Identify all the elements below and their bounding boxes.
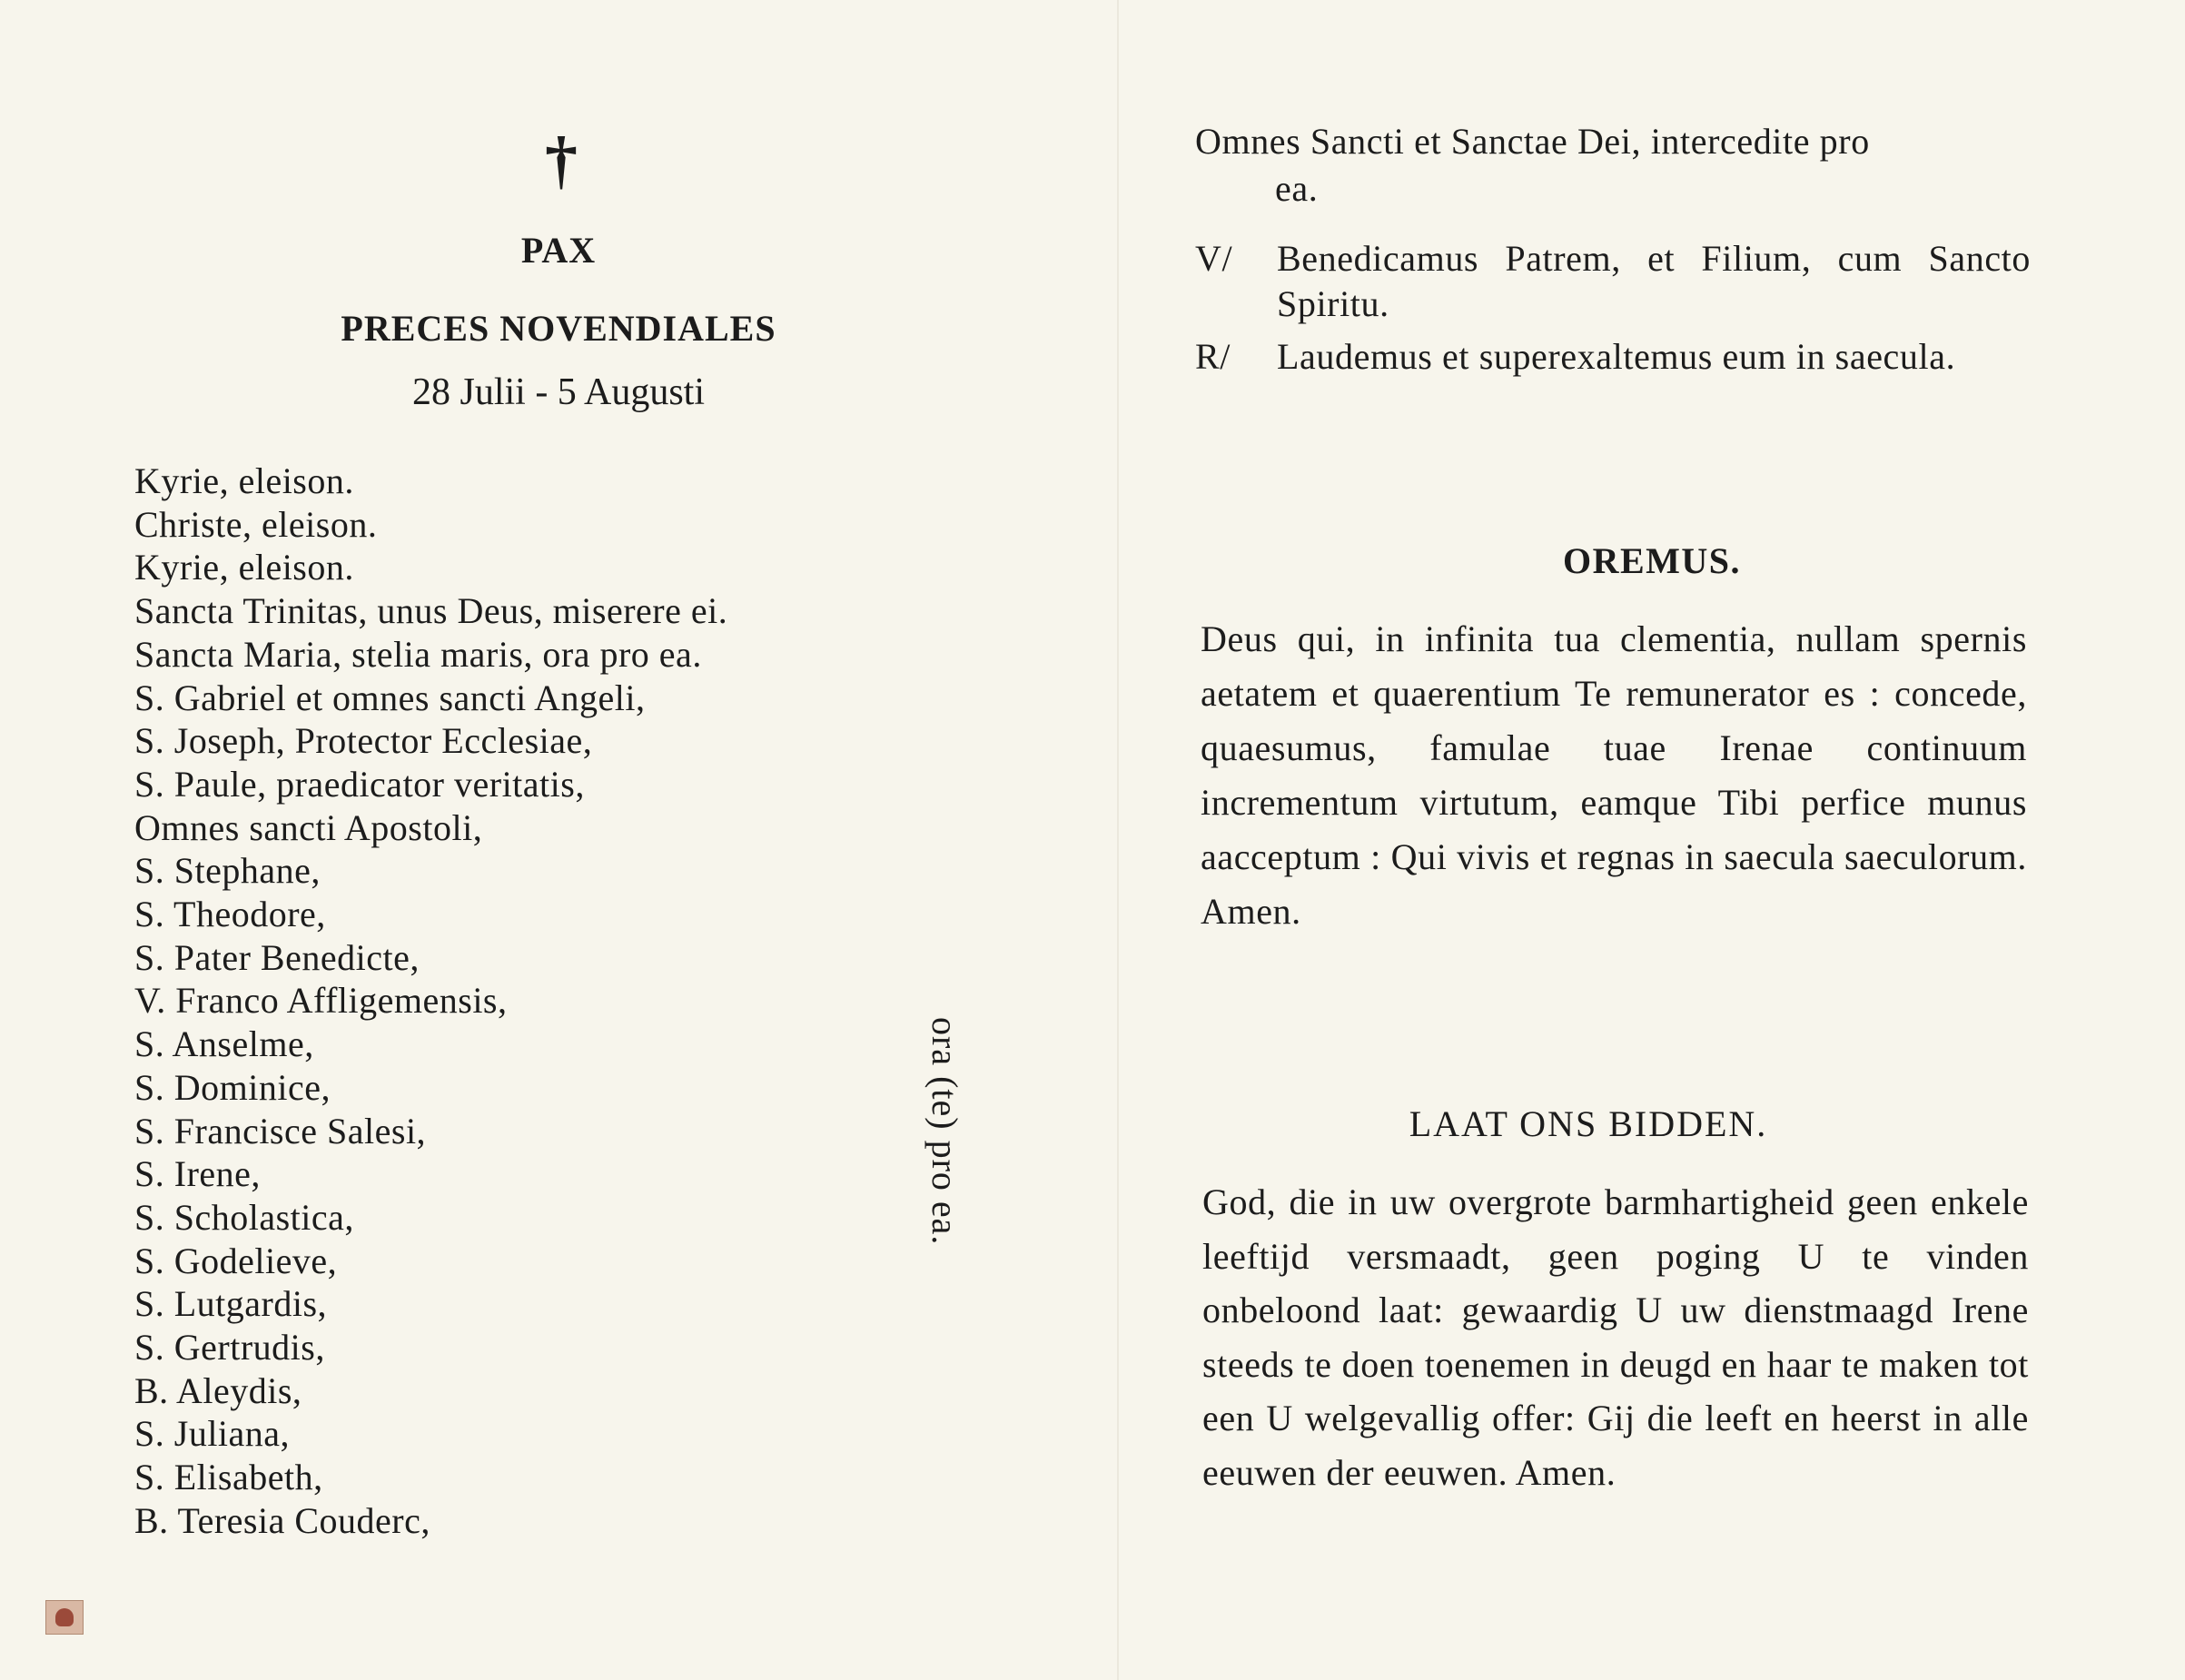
versicle-text: Benedicamus Patrem, et Filium, cum Sancto Spiritu. <box>1277 238 2031 324</box>
litany-line: S. Joseph, Protector Ecclesiae, <box>134 720 593 762</box>
intercede-paragraph <box>1195 118 2031 212</box>
oremus-prayer: Deus qui, in infinita tua clementia, nullam spernis aetatem et quaerentium Te remunerator es : concede, quaesumus, famulae tuae Irenae continuum incrementum virtutum, eamque Tibi perfice munus aacceptum : Qui vivis et regnas in saecula saeculorum. Amen. <box>1201 618 2027 932</box>
dates-line: 28 Julii - 5 Augusti <box>411 371 706 413</box>
litany-line: S. Pater Benedicte, <box>134 936 420 978</box>
litany-line: B. Aleydis, <box>134 1369 302 1411</box>
litany-line: S. Gertrudis, <box>134 1327 325 1369</box>
versicle <box>1195 236 2031 327</box>
litany-line: S. Theodore, <box>134 894 326 935</box>
response-mark: R/ <box>1195 336 1231 377</box>
litany-list <box>134 460 727 1543</box>
litany-line: S. Lutgardis, <box>134 1283 328 1325</box>
pax-heading: PAX <box>520 230 597 271</box>
litany-line: S. Stephane, <box>134 850 321 892</box>
litany-line: Christe, eleison. <box>134 503 378 545</box>
litany-line: Sancta Maria, stelia maris, ora pro ea. <box>134 633 702 675</box>
litany-line: S. Juliana, <box>134 1413 291 1455</box>
litany-line: S. Gabriel et omnes sancti Angeli, <box>134 677 646 718</box>
stamp-icon <box>45 1600 84 1635</box>
litany-line: Kyrie, eleison. <box>134 547 354 588</box>
litany-line: Sancta Trinitas, unus Deus, miserere ei. <box>134 590 728 632</box>
litany-line: S. Dominice, <box>134 1066 331 1108</box>
response <box>1195 334 2031 380</box>
litany-line: Omnes sancti Apostoli, <box>134 806 483 848</box>
litany-line: S. Godelieve, <box>134 1240 338 1281</box>
litany-line: V. Franco Affligemensis, <box>134 980 508 1022</box>
response-text: Laudemus et superexaltemus eum in saecula. <box>1277 336 1956 377</box>
litany-line: S. Scholastica, <box>134 1196 354 1238</box>
litany-line: B. Teresia Couderc, <box>134 1499 430 1541</box>
intercede-line-continued: ea. <box>1275 168 1319 209</box>
bidden-heading: LAAT ONS BIDDEN. <box>1409 1103 1768 1144</box>
litany-response: ora (te) pro ea. <box>924 1017 965 1246</box>
litany-line: S. Anselme, <box>134 1023 314 1065</box>
litany-line: S. Francisce Salesi, <box>134 1110 427 1151</box>
litany-line: S. Irene, <box>134 1153 261 1195</box>
cross-icon: † <box>545 124 578 196</box>
litany-line: S. Elisabeth, <box>134 1457 323 1498</box>
intercede-line: Omnes Sancti et Sanctae Dei, intercedite pro <box>1195 121 1870 162</box>
litany-line: Kyrie, eleison. <box>134 460 354 501</box>
litany-line: S. Paule, praedicator veritatis, <box>134 763 585 805</box>
page-title: PRECES NOVENDIALES <box>341 308 776 349</box>
oremus-heading: OREMUS. <box>1562 540 1742 581</box>
versicle-mark: V/ <box>1195 238 1233 279</box>
bidden-prayer: God, die in uw overgrote barmhartigheid geen enkele leeftijd versmaadt, geen poging U te vinden onbeloond laat: gewaardig U uw dienstmaagd Irene steeds te doen toenemen in deugd en haar te maken tot een U welgevallig offer: Gij die leeft en heerst in alle eeuwen der eeuwen. Amen. <box>1202 1181 2029 1493</box>
right-page <box>1119 0 2185 1680</box>
